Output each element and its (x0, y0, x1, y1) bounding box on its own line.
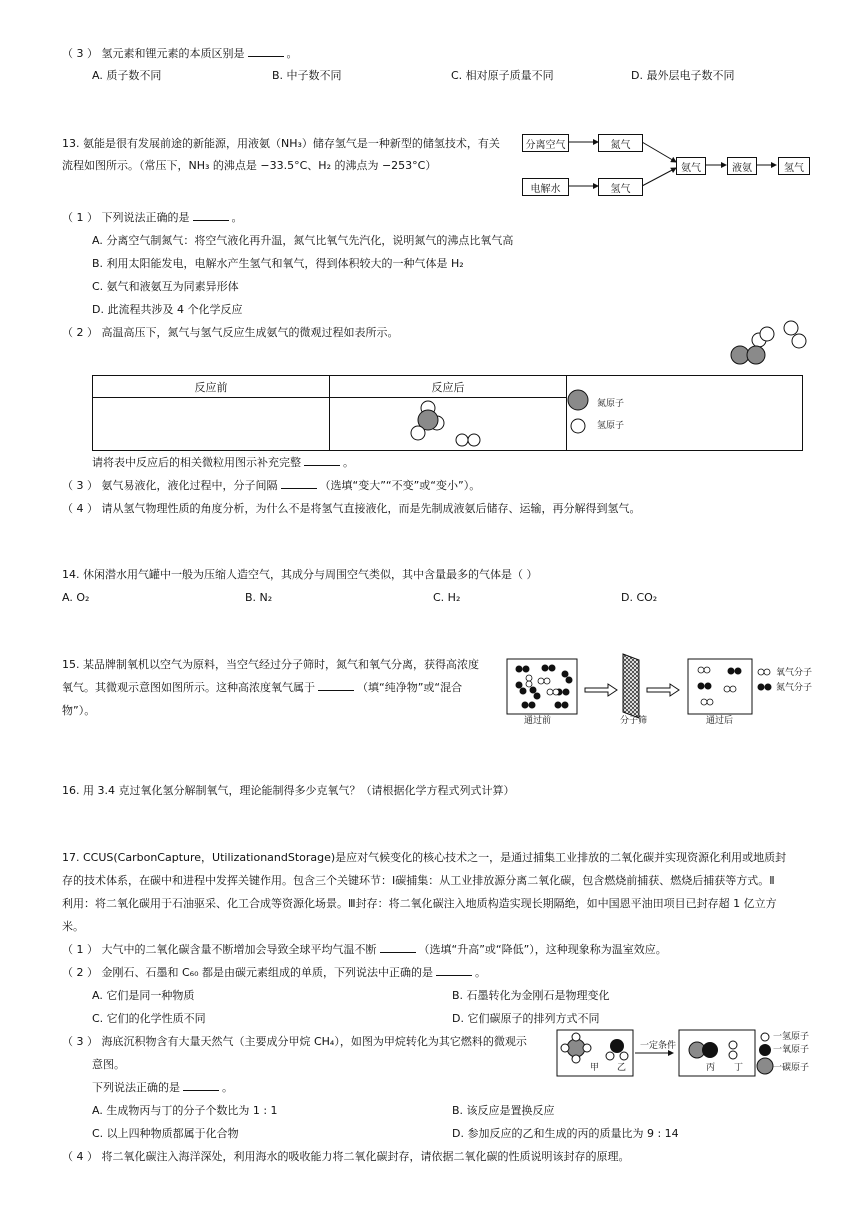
q12-option-c[interactable]: C. 相对原子质量不同 (451, 69, 554, 82)
legend-c-atom: 一碳原子 (773, 1063, 810, 1073)
table-header-after: 反应后 (330, 376, 567, 398)
answer-blank[interactable] (183, 1080, 219, 1091)
q13-sub2-tail: 请将表中反应后的相关微粒用图示补充完整 。 (92, 456, 354, 469)
q17-sub2-option-c[interactable]: C. 它们的化学性质不同 (92, 1012, 206, 1025)
reactant-molecules-illustration (720, 318, 815, 368)
table-legend-cell (567, 376, 803, 451)
q17-sub3-option-a[interactable]: A. 生成物丙与丁的分子个数比为 1 : 1 (92, 1104, 278, 1117)
q16-stem: 16. 用 3.4 克过氧化氢分解制氧气，理论能制得多少克氧气？（请根据化学方程式列式计算） (62, 784, 515, 797)
q14-option-d[interactable]: D. CO₂ (621, 591, 658, 604)
label-after: 通过后 (706, 716, 734, 726)
label-sieve: 分子筛 (620, 716, 648, 726)
legend-nitrogen-molecule: 氮气分子 (776, 683, 813, 693)
q17-line4: 米。 (62, 920, 84, 933)
q17-sub2-option-d[interactable]: D. 它们碳原子的排列方式不同 (452, 1012, 600, 1025)
table-before-cell[interactable] (93, 398, 330, 451)
flow-ammonia-box: 氨气 (676, 157, 706, 175)
flow-liquid-ammonia-box: 液氨 (727, 157, 757, 175)
q17-sub2-option-a[interactable]: A. 它们是同一种物质 (92, 989, 195, 1002)
q12-option-a[interactable]: A. 质子数不同 (92, 69, 162, 82)
flow-hydrogen-out-box: 氢气 (778, 157, 810, 175)
q14-option-b[interactable]: B. N₂ (245, 591, 273, 604)
q13-stem-line2: 流程如图所示。（常压下，NH₃ 的沸点是 −33.5°C、H₂ 的沸点为 −253°C） (62, 159, 437, 172)
legend-o-atom: 一氧原子 (773, 1045, 810, 1055)
q13-stem-line1: 13. 氨能是很有发展前途的新能源，用液氨（NH₃）储存氢气是一种新型的储氢技术，有关 (62, 137, 500, 150)
q17-sub2-option-b[interactable]: B. 石墨转化为金刚石是物理变化 (452, 989, 610, 1002)
legend-icons (566, 388, 596, 438)
q14-option-c[interactable]: C. H₂ (433, 591, 461, 604)
legend-hydrogen-atom: 氢原子 (597, 421, 625, 431)
q15-line2: 氧气。其微观示意图如图所示。这种高浓度氧气属于 （填“纯净物”或“混合 (62, 681, 463, 694)
answer-blank[interactable] (304, 455, 340, 466)
q13-sub2: （ 2 ） 高温高压下，氮气与氢气反应生成氨气的微观过程如表所示。 (62, 326, 399, 339)
q15-line1: 15. 某品牌制氧机以空气为原料，当空气经过分子筛时，氮气和氧气分离，获得高浓度 (62, 658, 479, 671)
q14-stem: 14. 休闲潜水用气罐中一般为压缩人造空气，其成分与周围空气类似，其中含量最多的气体是（ ） (62, 568, 538, 581)
q17-line2: 存的技术体系，在碳中和进程中发挥关键作用。包含三个关键环节：Ⅰ碳捕集：从工业排放源分离二氧化碳，包含燃烧前捕获、燃烧后捕获等方式。Ⅱ (62, 874, 775, 887)
table-header-before: 反应前 (93, 376, 330, 398)
q13-sub1-option-a[interactable]: A. 分离空气制氮气：将空气液化再升温，氮气比氧气先汽化，说明氮气的沸点比氧气高 (92, 234, 514, 247)
q13-sub1-option-d[interactable]: D. 此流程共涉及 4 个化学反应 (92, 303, 243, 316)
q12-sub3: （ 3 ） 氢元素和锂元素的本质区别是 。 (62, 47, 298, 60)
q17-sub3-option-b[interactable]: B. 该反应是置换反应 (452, 1104, 555, 1117)
answer-blank[interactable] (193, 210, 229, 221)
q17-sub1: （ 1 ） 大气中的二氧化碳含量不断增加会导致全球平均气温不断 （选填“升高”或“降低”），这种现象称为温室效应。 (62, 943, 667, 956)
answer-blank[interactable] (380, 942, 416, 953)
answer-blank[interactable] (248, 46, 284, 57)
q17-sub4: （ 4 ） 将二氧化碳注入海洋深处，利用海水的吸收能力将二氧化碳封存，请依据二氧化碳的性质说明该封存的原理。 (62, 1150, 630, 1163)
q17-line1: 17. CCUS(CarbonCapture，UtilizationandStorage)是应对气候变化的核心技术之一，是通过捕集工业排放的二氧化碳并实现资源化利用或地质封 (62, 851, 787, 864)
flow-air-box: 分离空气 (522, 134, 569, 152)
flow-hydrogen-box: 氢气 (598, 178, 643, 196)
label-yi: 乙 (617, 1063, 627, 1073)
q15-line3: 物”）。 (62, 704, 96, 717)
q17-sub3-option-d[interactable]: D. 参加反应的乙和生成的丙的质量比为 9 : 14 (452, 1127, 679, 1140)
answer-blank[interactable] (281, 478, 317, 489)
label-bing: 丙 (706, 1063, 716, 1073)
q12-option-b[interactable]: B. 中子数不同 (272, 69, 342, 82)
flow-nitrogen-box: 氮气 (598, 134, 643, 152)
answer-blank[interactable] (318, 680, 354, 691)
ammonia-molecule-icon (405, 400, 485, 450)
q17-sub3-line2: 意图。 (92, 1058, 125, 1071)
q17-line3: 利用：将二氧化碳用于石油驱采、化工合成等资源化场景。Ⅲ封存：将二氧化碳注入地质构造实现长期隔绝，如中国恩平油田项目已封存超 1 亿立方 (62, 897, 777, 910)
legend-oxygen-molecule: 氧气分子 (776, 668, 813, 678)
label-condition: 一定条件 (640, 1041, 677, 1051)
q13-sub4: （ 4 ） 请从氢气物理性质的角度分析，为什么不是将氢气直接液化，而是先制成液氨后储存、运输，再分解得到氢气。 (62, 502, 641, 515)
legend-nitrogen-atom: 氮原子 (597, 399, 625, 409)
q13-sub1: （ 1 ） 下列说法正确的是 。 (62, 211, 243, 224)
q13-sub1-option-b[interactable]: B. 利用太阳能发电，电解水产生氢气和氧气，得到体积较大的一种气体是 H₂ (92, 257, 464, 270)
label-before: 通过前 (524, 716, 552, 726)
q14-option-a[interactable]: A. O₂ (62, 591, 90, 604)
q13-sub3: （ 3 ） 氨气易液化，液化过程中，分子间隔 （选填“变大”“不变”或“变小”）。 (62, 479, 481, 492)
q17-sub2: （ 2 ） 金刚石、石墨和 C₆₀ 都是由碳元素组成的单质，下列说法中正确的是 。 (62, 966, 486, 979)
q17-sub3-line1: （ 3 ） 海底沉积物含有大量天然气（主要成分甲烷 CH₄），如图为甲烷转化为其它燃料的微观示 (62, 1035, 527, 1048)
q17-sub3-option-c[interactable]: C. 以上四种物质都属于化合物 (92, 1127, 239, 1140)
legend-h-atom: 一氢原子 (773, 1032, 810, 1042)
label-ding: 丁 (734, 1063, 744, 1073)
q12-option-d[interactable]: D. 最外层电子数不同 (631, 69, 735, 82)
answer-blank[interactable] (436, 965, 472, 976)
flow-water-box: 电解水 (522, 178, 569, 196)
q13-sub1-option-c[interactable]: C. 氨气和液氨互为同素异形体 (92, 280, 239, 293)
label-jia: 甲 (590, 1063, 600, 1073)
molecular-sieve-diagram (505, 652, 815, 732)
q17-sub3-line3: 下列说法正确的是 。 (92, 1081, 233, 1094)
